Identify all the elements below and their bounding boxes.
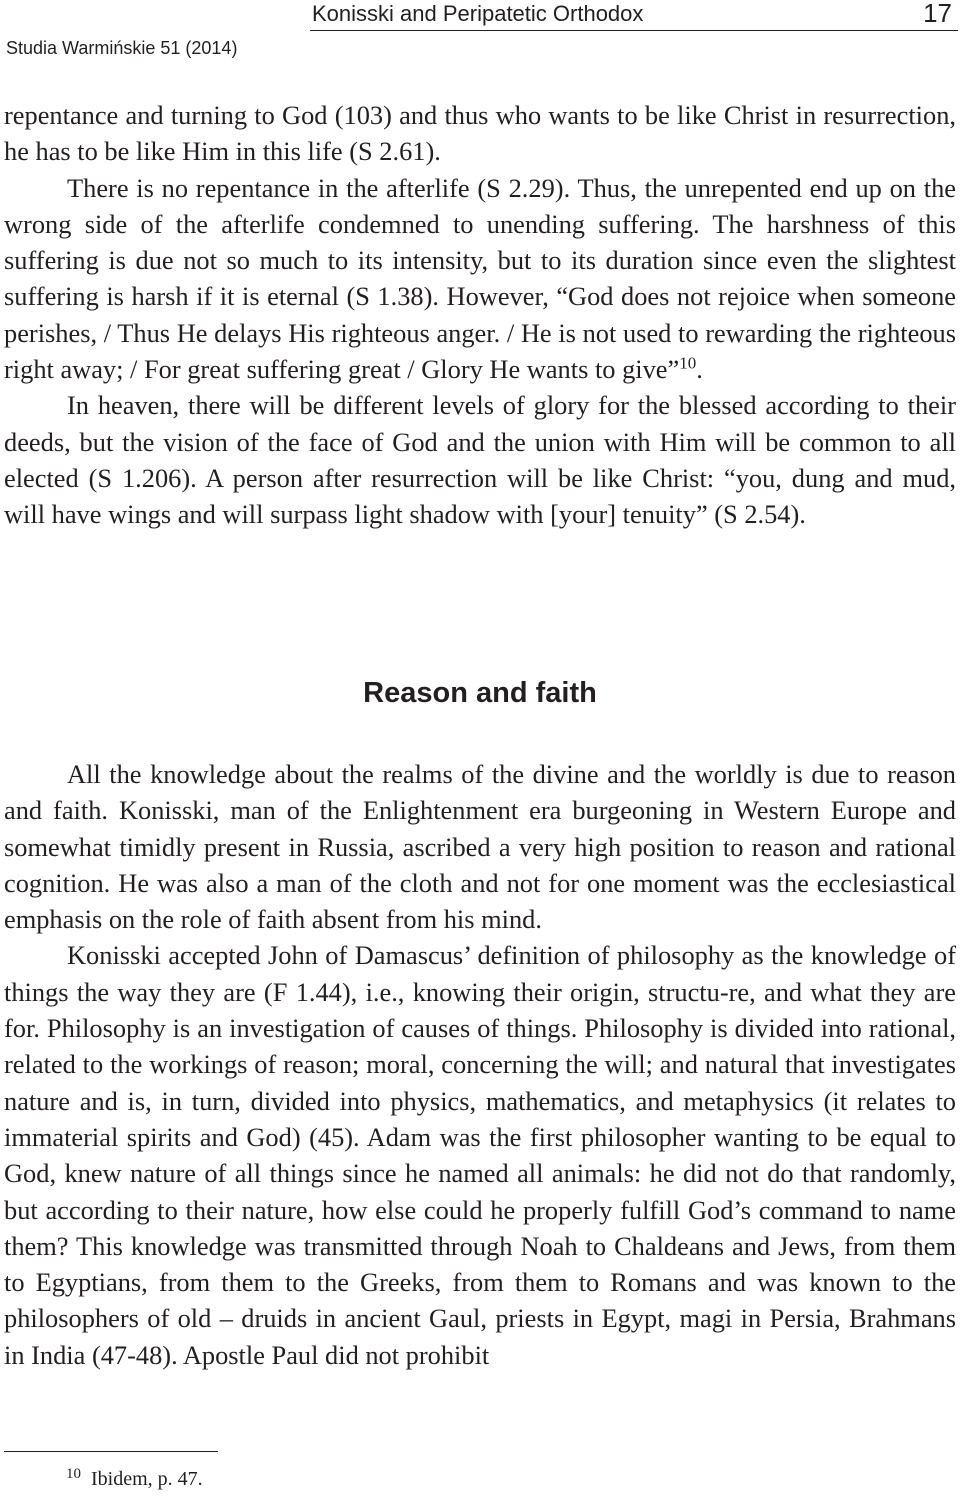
paragraph-5: Konisski accepted John of Damascus’ definition of philosophy as the knowledge of things the way they are (F 1.44), i.e., knowing their origin, structu-re, and what they are for. Philosophy is an investigation of causes of things. Philosophy is divided into rational, related to the workings of reason; moral, concerning the will; and natural that investigates nature and is, in turn, divided into physics, mathematics, and metaphysics (it relates to immaterial spirits and God) (45). Adam was the first philosopher wanting to be equal to God, knew nature of all things since he named all animals: he did not do that randomly, but according to their nature, how else could he properly fulfill God’s command to name them? This knowledge was transmitted through Noah to Chaldeans and Jews, from them to Egyptians, from them to the Greeks, from them to Romans and was known to the philosophers of old – druids in ancient Gaul, priests in Egypt, magi in Persia, Brahmans in India (47-48). Apostle Paul did not prohibit: [4, 940, 956, 1370]
footnote-10: [66, 1466, 203, 1492]
footnote-text: Ibidem, p. 47.: [91, 1468, 203, 1490]
footnote-rule: [4, 1451, 218, 1452]
running-head-title: Konisski and Peripatetic Orthodox: [312, 1, 644, 26]
body-text-section-2: [4, 756, 956, 1373]
paragraph-2-text: There is no repentance in the afterlife (S 2.29). Thus, the unrepented end up on the wrong side of the afterlife condemned to unending suffering. The harshness of this suffering is due not so much to its intensity, but to its duration since even the slightest suffering is harsh if it is eternal (S 1.38). However, “God does not rejoice when someone perishes, / Thus He delays His righteous anger. / He is not used to rewarding the righteous right away; / For great suffering great / Glory He wants to give”: [4, 172, 956, 385]
paragraph-1: repentance and turning to God (103) and thus who wants to be like Christ in resurrection, he has to be like Him in this life (S 2.61).: [4, 100, 956, 167]
body-text-section-1: [4, 97, 956, 533]
header-rule: [310, 30, 958, 31]
paragraph-2-tail: .: [696, 354, 703, 385]
journal-info: Studia Warmińskie 51 (2014): [6, 38, 238, 58]
page-number: 17: [923, 0, 952, 28]
paragraph-3: In heaven, there will be different levels of glory for the blessed according to their deeds, but the vision of the face of God and the union with Him will be common to all elected (S 1.206). A person after resurrection will be like Christ: “you, dung and mud, will have wings and will surpass light shadow with [your] tenuity” (S 2.54).: [4, 390, 956, 530]
footnote-ref-10[interactable]: 10: [679, 353, 697, 373]
paragraph-4: All the knowledge about the realms of the divine and the worldly is due to reason and faith. Konisski, man of the Enlightenment era burgeoning in Western Europe and somewhat timidly present in Russia, ascribed a very high position to reason and rational cognition. He was also a man of the cloth and not for one moment was the ecclesiastical emphasis on the role of faith absent from his mind.: [4, 759, 956, 935]
section-heading-reason-and-faith: Reason and faith: [363, 677, 597, 709]
paragraph-2: [4, 170, 956, 388]
footnote-number: 10: [66, 1465, 81, 1482]
